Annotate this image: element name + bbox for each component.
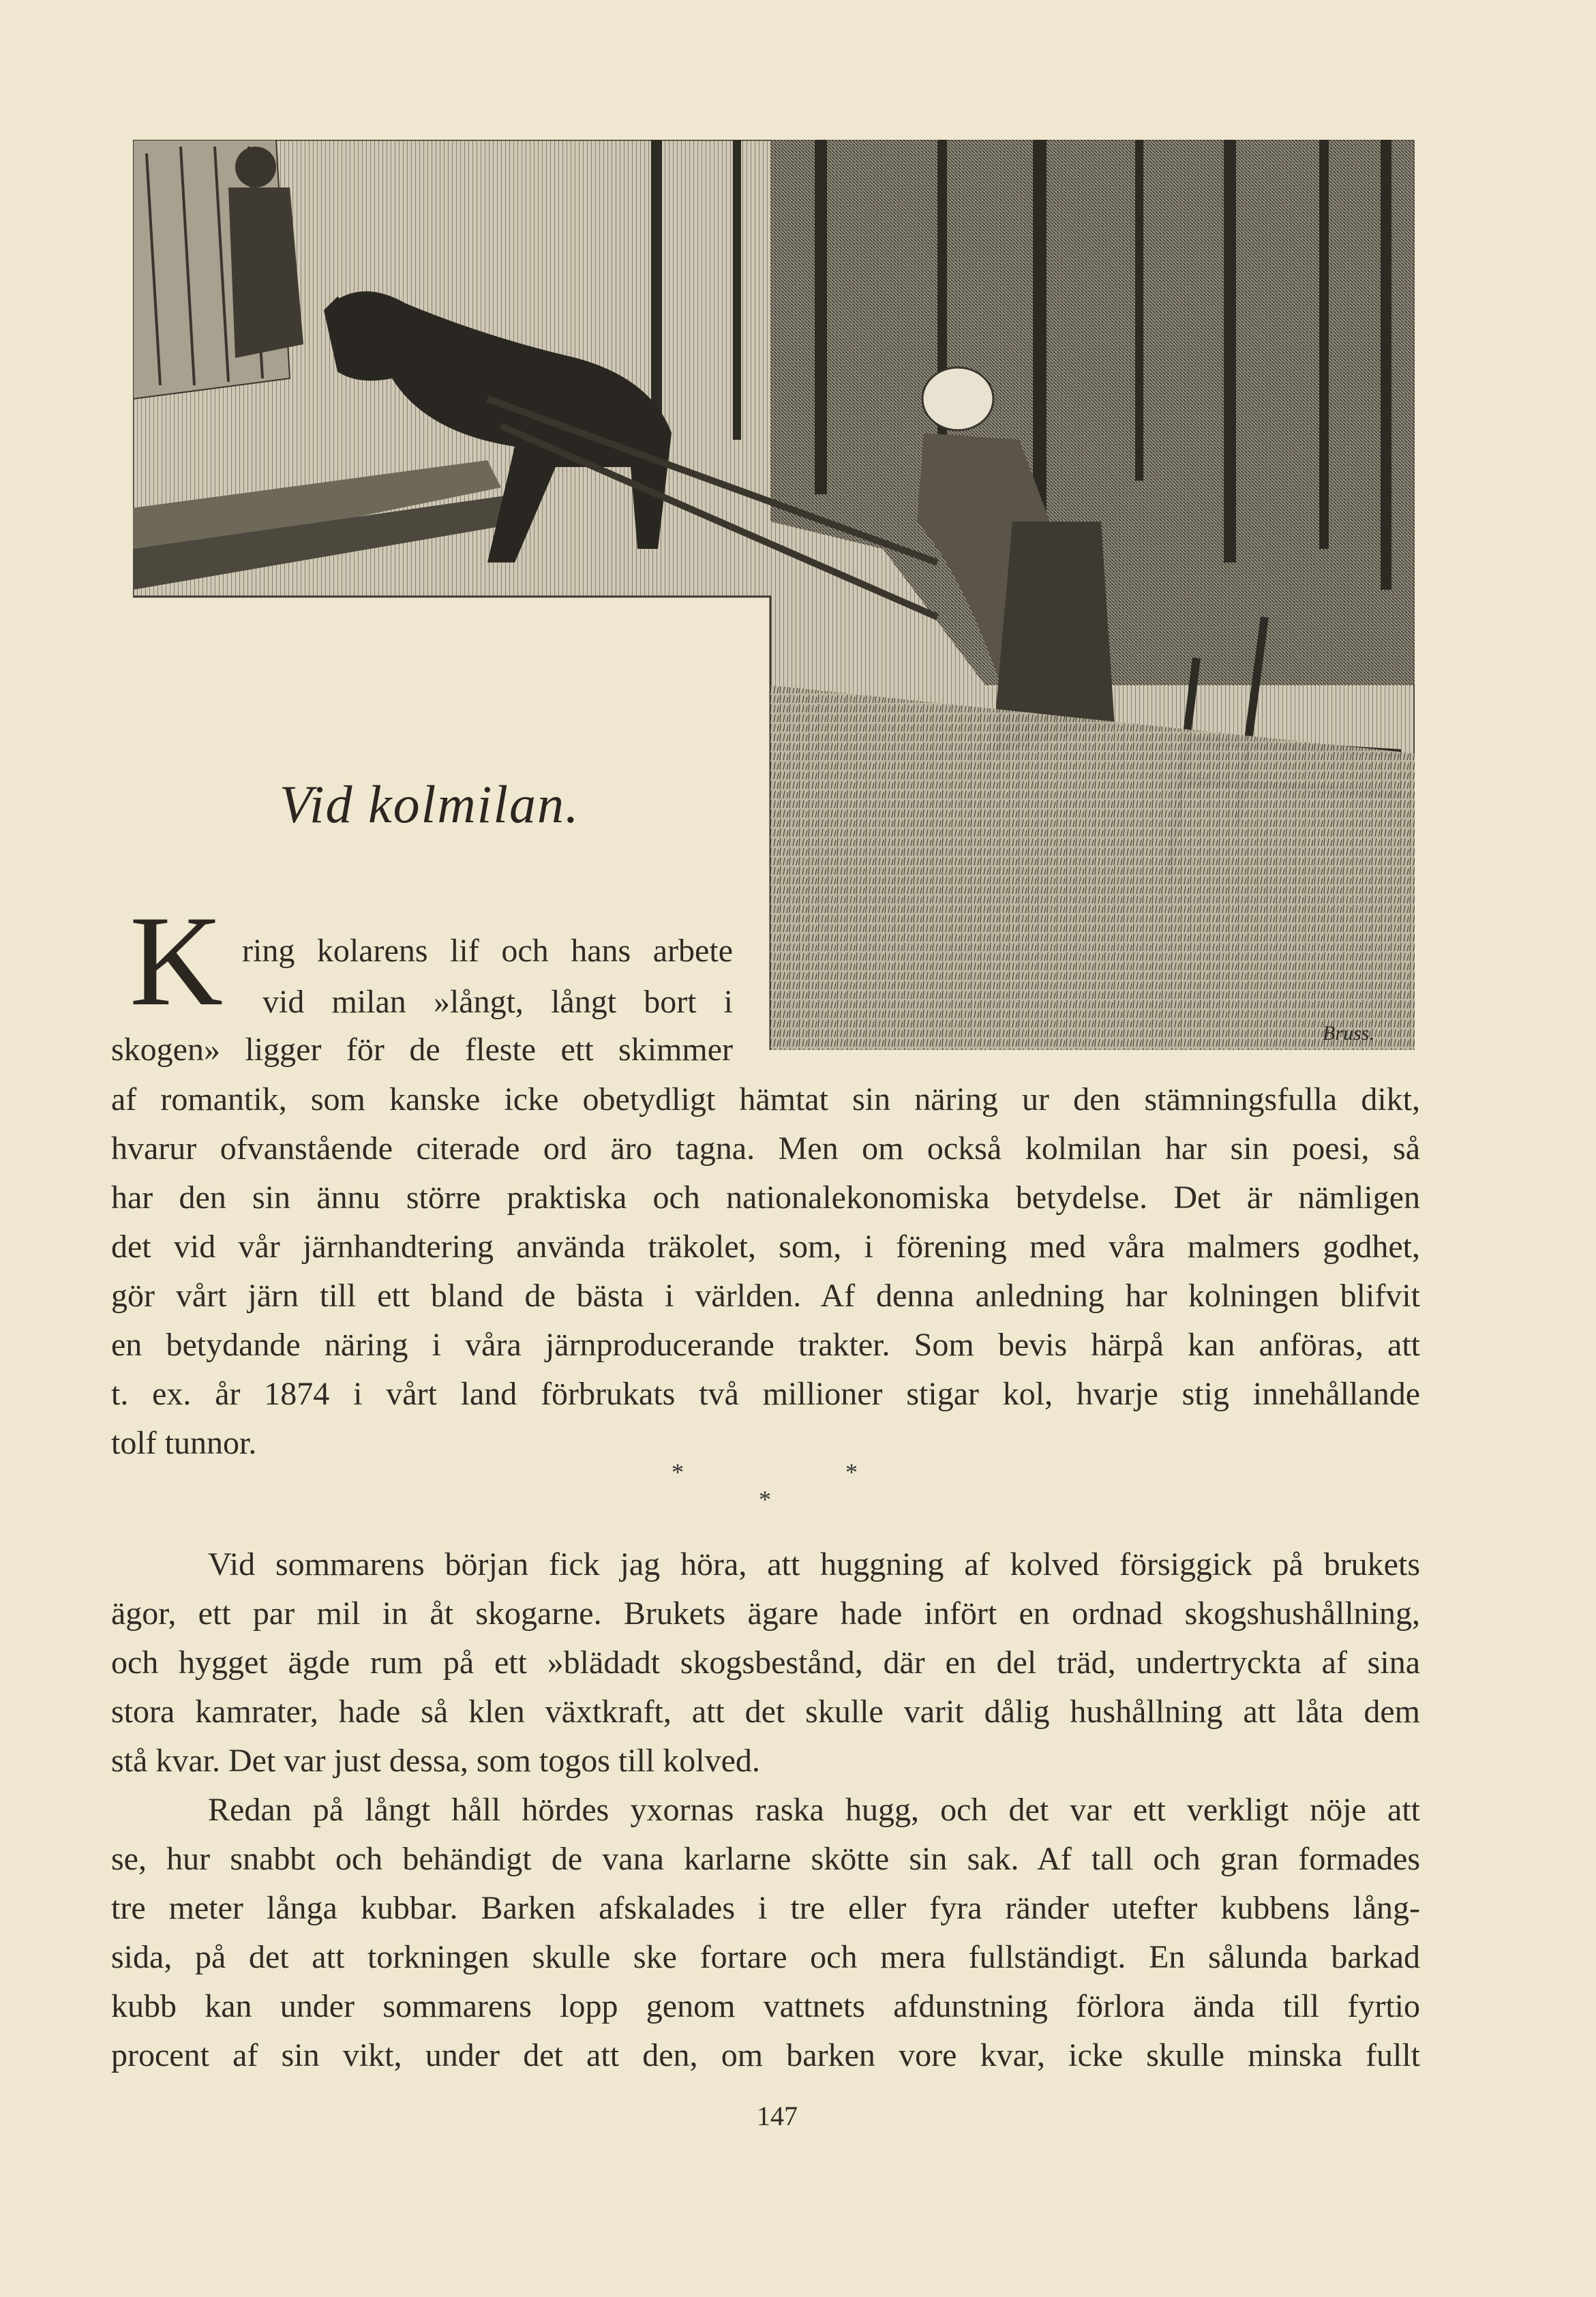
paragraph-line: gör vårt järn till ett bland de bästa i världen. Af denna anledning har kolningen blifvit bbox=[111, 1278, 1420, 1314]
paragraph-line: stå kvar. Det var just dessa, som togos till kolved. bbox=[111, 1743, 760, 1779]
intro-line: ring kolarens lif och hans arbete bbox=[242, 933, 733, 969]
asterisk: * bbox=[672, 1458, 684, 1486]
paragraph-line: af romantik, som kanske icke obetydligt hämtat sin näring ur den stämningsfulla dikt, bbox=[111, 1081, 1420, 1117]
paragraph-line: t. ex. år 1874 i vårt land förbrukats två millioner stigar kol, hvarje stig innehållande bbox=[111, 1376, 1420, 1412]
paragraph-line: Redan på långt håll hördes yxornas raska hugg, och det var ett verkligt nöje att bbox=[208, 1792, 1420, 1828]
paragraph-line: Vid sommarens början fick jag höra, att huggning af kolved försiggick på brukets bbox=[208, 1546, 1420, 1582]
page-number: 147 bbox=[757, 2101, 798, 2131]
paragraph-line: hvarur ofvanstående citerade ord äro tagna. Men om också kolmilan har sin poesi, så bbox=[111, 1130, 1420, 1167]
paragraph-line: ägor, ett par mil in åt skogarne. Brukets ägare hade infört en ordnad skogshushållning, bbox=[111, 1595, 1420, 1632]
asterisk: * bbox=[759, 1486, 771, 1513]
paragraph-line: se, hur snabbt och behändigt de vana karlarne skötte sin sak. Af tall och gran formades bbox=[111, 1841, 1420, 1877]
paragraph-line: procent af sin vikt, under det att den, om barken vore kvar, icke skulle minska fullt bbox=[111, 2037, 1420, 2073]
intro-line: vid milan »långt, långt bort i bbox=[262, 984, 733, 1020]
article-title: Vid kolmilan. bbox=[280, 775, 580, 834]
paragraph-line: kubb kan under sommarens lopp genom vattnets afdunstning förlora ända till fyrtio bbox=[111, 1988, 1420, 2024]
paragraph-line: och hygget ägde rum på ett »blädadt skogsbestånd, där en del träd, undertryckta af sina bbox=[111, 1645, 1420, 1681]
intro-line: skogen» ligger för de fleste ett skimmer bbox=[111, 1032, 733, 1068]
paragraph-line: har den sin ännu större praktiska och nationalekonomiska betydelse. Det är nämligen bbox=[111, 1180, 1420, 1216]
paragraph-line: stora kamrater, hade så klen växtkraft, att det skulle varit dålig hushållning att låta dem bbox=[111, 1694, 1420, 1730]
paragraph-line: sida, på det att torkningen skulle ske fortare och mera fullständigt. En sålunda barkad bbox=[111, 1939, 1420, 1975]
drop-cap: K bbox=[130, 890, 224, 1033]
paragraph-line: det vid vår järnhandtering använda träkolet, som, i förening med våra malmers godhet, bbox=[111, 1229, 1420, 1265]
illustrator-signature: Bruss. bbox=[1323, 1022, 1374, 1045]
illustration-engraving bbox=[133, 140, 1415, 1050]
paragraph-line: tolf tunnor. bbox=[111, 1425, 257, 1461]
charcoal-pile-illustration bbox=[133, 140, 1415, 1050]
paragraph-line: en betydande näring i våra järnproducerande trakter. Som bevis härpå kan anföras, att bbox=[111, 1327, 1420, 1363]
asterisk: * bbox=[845, 1458, 858, 1486]
paragraph-line: tre meter långa kubbar. Barken afskalades i tre eller fyra ränder utefter kubbens lång- bbox=[111, 1890, 1420, 1926]
